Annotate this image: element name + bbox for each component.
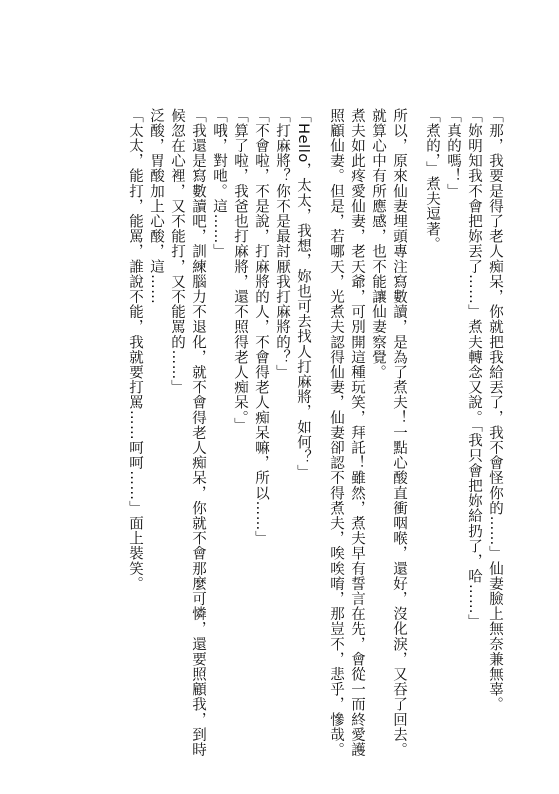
text-line: 泛酸，胃酸加上心酸，這…… bbox=[148, 108, 164, 305]
text-line: 「算了啦，我爸也打麻將，還不照得老人痴呆。」 bbox=[232, 108, 248, 433]
text-line: 候忽在心裡，又不能打，又不能罵的……」 bbox=[169, 108, 185, 395]
text-line: 「不會啦，不是說，打麻將的人，不會得老人痴呆嘛，所以……」 bbox=[253, 108, 269, 546]
text-line: 「太太，能打，能罵，誰說不能，我就要打罵……呵呵……」面上裝笑。 bbox=[127, 108, 143, 592]
text-line: 就算心中有所應感，也不能讓仙妻察覺。 bbox=[370, 108, 386, 380]
text-line: 所以，原來仙妻埋頭專注寫數讀，是為了煮夫！一點心酸直衝咽喉，還好，沒化淚，又吞了回去。 bbox=[391, 108, 407, 758]
paragraph-gap bbox=[313, 108, 325, 708]
vertical-text-column-block bbox=[124, 108, 505, 758]
paragraph-gap bbox=[409, 108, 421, 708]
text-line: 「我還是寫數讀吧，訓練腦力不退化，就不會得老人痴呆，你就不會那麼可憐，還要照顧我，到時 bbox=[190, 108, 206, 758]
text-line: 「Hello，太太，我想，妳也可去找人打麻將，如何？」 bbox=[295, 108, 311, 480]
text-line: 「真的嗎！」 bbox=[445, 108, 461, 199]
text-line: 照顧仙妻。但是，若哪天，光煮夫認得仙妻，仙妻卻認不得煮夫，唉唉唷，那豈不，悲乎，慘哉。 bbox=[328, 108, 344, 758]
text-line: 「妳明知我不會把妳丟了……」煮夫轉念又說。「我只會把妳給扔了，哈……」 bbox=[466, 108, 482, 630]
text-line: 「煮的，」煮夫逗著。 bbox=[424, 108, 440, 252]
text-line: 煮夫如此疼愛仙妻，老天爺，可別開這種玩笑，拜託！雖然，煮夫早有誓言在先，會從一而終愛護 bbox=[349, 108, 365, 758]
text-line: 「哦，對吔。這……」 bbox=[211, 108, 227, 259]
text-line: 「打麻將？你不是最討厭我打麻將的？」 bbox=[274, 108, 290, 380]
text-line: 「那，我要是得了老人痴呆，你就把我給丟了，我不會怪你的……」仙妻臉上無奈兼無辜。 bbox=[487, 108, 503, 712]
